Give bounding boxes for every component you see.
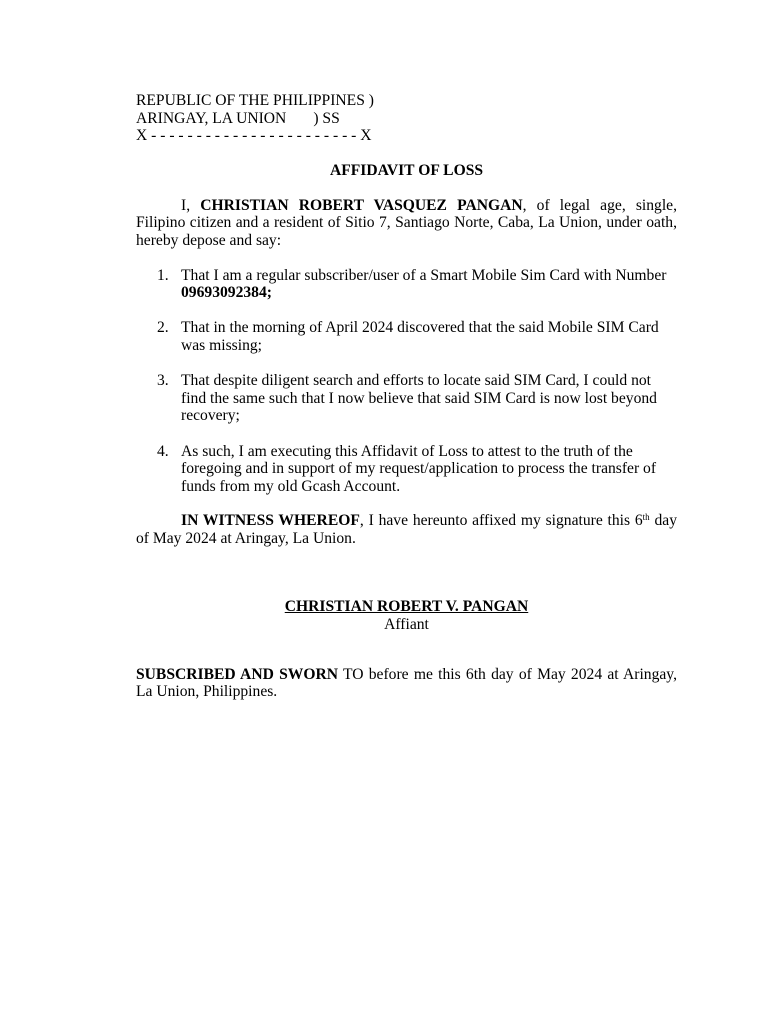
list-item-text: That despite diligent search and efforts to locate said SIM Card, I could not find the same such that I now believe that said SIM Card is now lost beyond recovery; <box>181 372 657 425</box>
sim-number: 09693092384 <box>181 284 267 302</box>
venue-block <box>136 92 677 145</box>
list-item-text: As such, I am executing this Affidavit of Loss to attest to the truth of the foregoing and in support of my request/application to process the transfer of funds from my old Gcash Account. <box>181 442 657 495</box>
list-item <box>136 372 677 425</box>
list-item-text: That I am a regular subscriber/user of a Smart Mobile Sim Card with Number <box>181 266 667 284</box>
affidavit-body <box>136 92 677 701</box>
statement-list <box>136 267 677 496</box>
witness-paragraph <box>136 512 677 547</box>
list-item <box>136 443 677 496</box>
day-ordinal-suffix: th <box>642 512 650 523</box>
list-item-tail: ; <box>266 284 272 302</box>
witness-text-1: , I have hereunto affixed my signature this 6 <box>359 512 643 530</box>
jurat-heading: SUBSCRIBED AND SWORN <box>136 665 339 683</box>
venue-line-municipality <box>136 110 677 128</box>
intro-prefix: I, <box>181 196 201 214</box>
venue-municipality: ARINGAY, LA UNION <box>136 109 287 127</box>
jurat-text: TO before me this 6th day of May 2024 at Aringay, La Union, Philippines. <box>136 665 677 701</box>
list-item-number: 4. <box>157 442 169 460</box>
affiant-role: Affiant <box>384 616 429 634</box>
list-item <box>136 267 677 302</box>
jurat-paragraph <box>136 666 677 701</box>
list-item-number: 3. <box>157 372 169 390</box>
intro-paragraph <box>136 197 677 250</box>
affiant-signature-name: CHRISTIAN ROBERT V. PANGAN <box>284 598 529 616</box>
venue-ss: ) SS <box>313 109 340 127</box>
intro-rest: , of legal age, single, Filipino citizen and a resident of Sitio 7, Santiago Norte, Caba, La Union, under oath, hereby depose and say: <box>136 196 677 249</box>
document-title: AFFIDAVIT OF LOSS <box>329 161 484 179</box>
witness-text-2: day of May 2024 at Aringay, La Union. <box>136 512 678 547</box>
witness-heading: IN WITNESS WHEREOF <box>181 512 360 530</box>
list-item-number: 2. <box>157 319 169 337</box>
signature-block <box>136 598 677 633</box>
venue-line-republic: REPUBLIC OF THE PHILIPPINES ) <box>136 92 374 109</box>
list-item-text: That in the morning of April 2024 discovered that the said Mobile SIM Card was missing; <box>181 319 659 354</box>
affiant-full-name: CHRISTIAN ROBERT VASQUEZ PANGAN <box>200 196 523 214</box>
list-item-number: 1. <box>157 266 169 284</box>
list-item <box>136 319 677 354</box>
venue-line-separator: X - - - - - - - - - - - - - - - - - - - - - - - X <box>136 127 372 145</box>
